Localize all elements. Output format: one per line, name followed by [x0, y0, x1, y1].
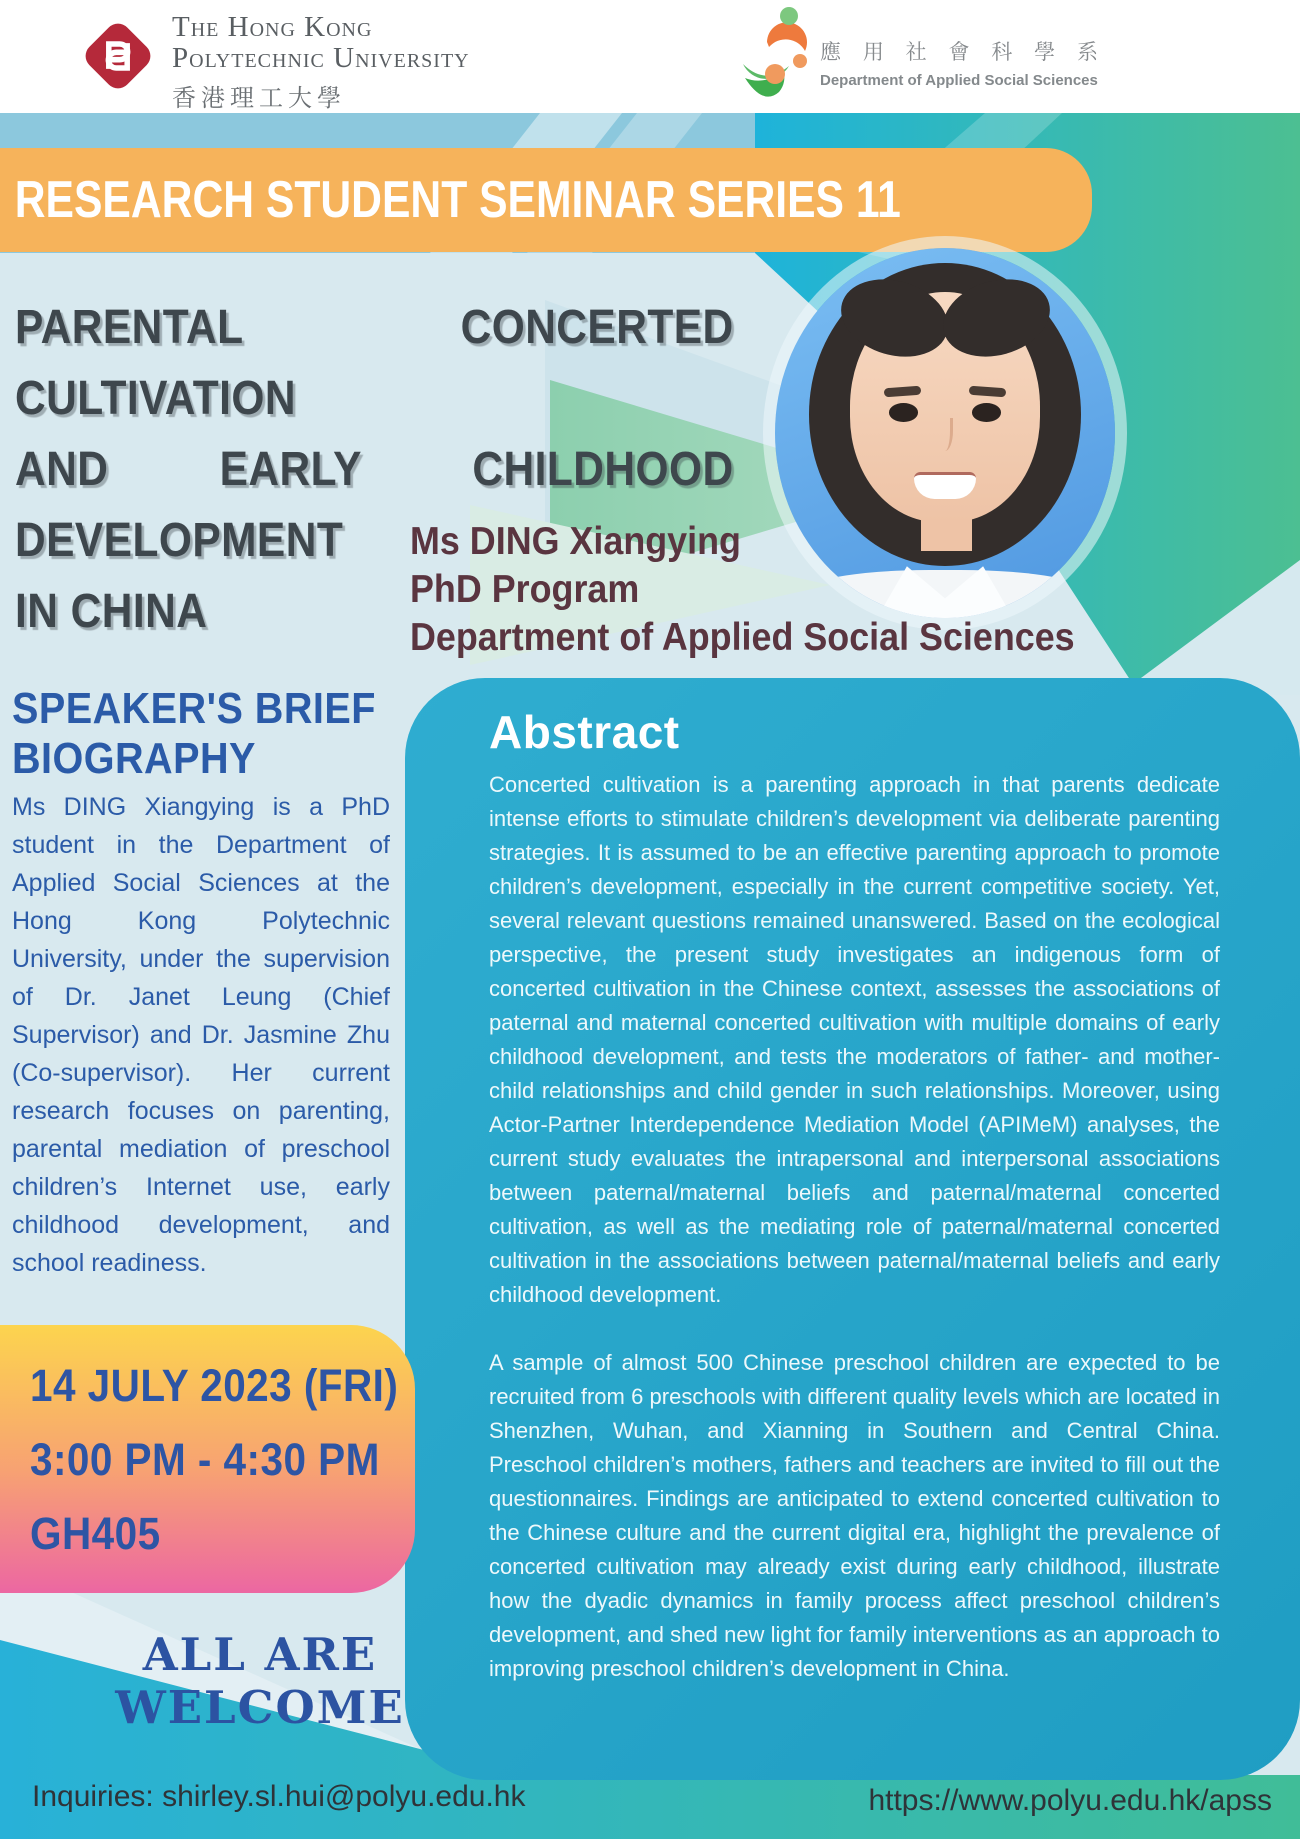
bio-heading — [12, 684, 408, 784]
abstract-paragraph-1: Concerted cultivation is a parenting approach in that parents dedicate intense efforts to stimulate children’s development via deliberate parenting strategies. It is assumed to be an effective parenting approach to promote children’s development, especially in the current competitive society. Yet, several relevant questions remained unanswered. Based on the ecological perspective, the present study investigates an indigenous form of concerted cultivation in the Chinese context, assesses the associations of paternal and maternal concerted cultivation with multiple domains of early childhood development, and tests the moderators of father- and mother-child relationships and child gender in such relationships. Moreover, using Actor-Partner Interdependence Mediation Model (APIMeM) analyses, the current study evaluates the intrapersonal and interpersonal associations between paternal/maternal beliefs and paternal/maternal concerted cultivation, as well as the mediating role of paternal/maternal concerted cultivation in the associations between paternal/maternal beliefs and early childhood development. — [489, 772, 1220, 1307]
event-time: 3:00 PM - 4:30 PM — [30, 1434, 380, 1485]
speaker-department: Department of Applied Social Sciences — [410, 616, 1075, 659]
seminar-title-line1: PARENTAL CONCERTED CULTIVATION — [15, 301, 734, 425]
bio-heading-line2: BIOGRAPHY — [12, 734, 256, 783]
department-name-chinese: 應 用 社 會 科 學 系 — [820, 41, 1107, 64]
bio-text: Ms DING Xiangying is a PhD student in the Department of Applied Social Sciences at the Hong Kong Polytechnic University, under the supervision of Dr. Janet Leung (Chief Supervisor) and Dr. Jasmine Zhu (Co-supervisor). Her current research focuses on parenting, parental mediation of preschool children’s Internet use, early childhood development, and school readiness. — [12, 793, 390, 1277]
speaker-info — [410, 518, 1146, 662]
footer-website: https://www.polyu.edu.hk/apss — [868, 1784, 1272, 1817]
university-name-line1: The Hong Kong — [172, 11, 373, 43]
photo-eye-right — [972, 403, 1001, 422]
event-date: 14 JULY 2023 (FRI) — [30, 1360, 399, 1411]
footer-inquiries: Inquiries: shirley.sl.hui@polyu.edu.hk — [32, 1780, 526, 1813]
university-name — [172, 12, 470, 113]
seminar-title-line3: IN CHINA — [15, 585, 208, 638]
welcome-line1: ALL ARE — [142, 1628, 378, 1681]
abstract-paragraph-2: A sample of almost 500 Chinese preschool children are expected to be recruited from 6 preschools with different quality levels which are located in Shenzhen, Wuhan, and Xianning in Southern and Central China. Preschool children’s mothers, fathers and teachers are invited to fill out the questionnaires. Findings are anticipated to extend concerted cultivation to the Chinese culture and the current digital era, highlight the prevalence of concerted cultivation may already exist during early childhood, illustrate how the dyadic dynamics in family process affect preschool children’s development, and shed new light for family interventions as an approach to improving preschool children’s development in China. — [489, 1350, 1220, 1681]
series-banner-text: RESEARCH STUDENT SEMINAR SERIES 11 — [14, 171, 901, 229]
seminar-title-line2: AND EARLY CHILDHOOD DEVELOPMENT — [15, 443, 734, 567]
polyu-logo-icon — [72, 9, 164, 103]
speaker-program: PhD Program — [410, 568, 640, 611]
abstract-section — [405, 678, 1300, 1780]
photo-eye-left — [889, 403, 918, 422]
speaker-name: Ms DING Xiangying — [410, 520, 741, 563]
department-name — [820, 36, 1106, 89]
series-banner — [0, 148, 1092, 252]
department-name-english: Department of Applied Social Sciences — [820, 72, 1098, 89]
university-name-chinese: 香港理工大學 — [172, 86, 346, 112]
welcome-line2: WELCOME — [115, 1681, 405, 1734]
welcome-message — [85, 1628, 435, 1734]
apss-logo-icon — [737, 4, 815, 108]
event-details-box — [0, 1325, 415, 1593]
header — [0, 0, 1300, 113]
abstract-heading: Abstract — [489, 706, 680, 758]
university-name-line2: Polytechnic University — [172, 42, 470, 74]
event-venue: GH405 — [30, 1508, 161, 1559]
bio-heading-line1: SPEAKER'S BRIEF — [12, 684, 376, 733]
photo-mouth — [914, 472, 975, 499]
